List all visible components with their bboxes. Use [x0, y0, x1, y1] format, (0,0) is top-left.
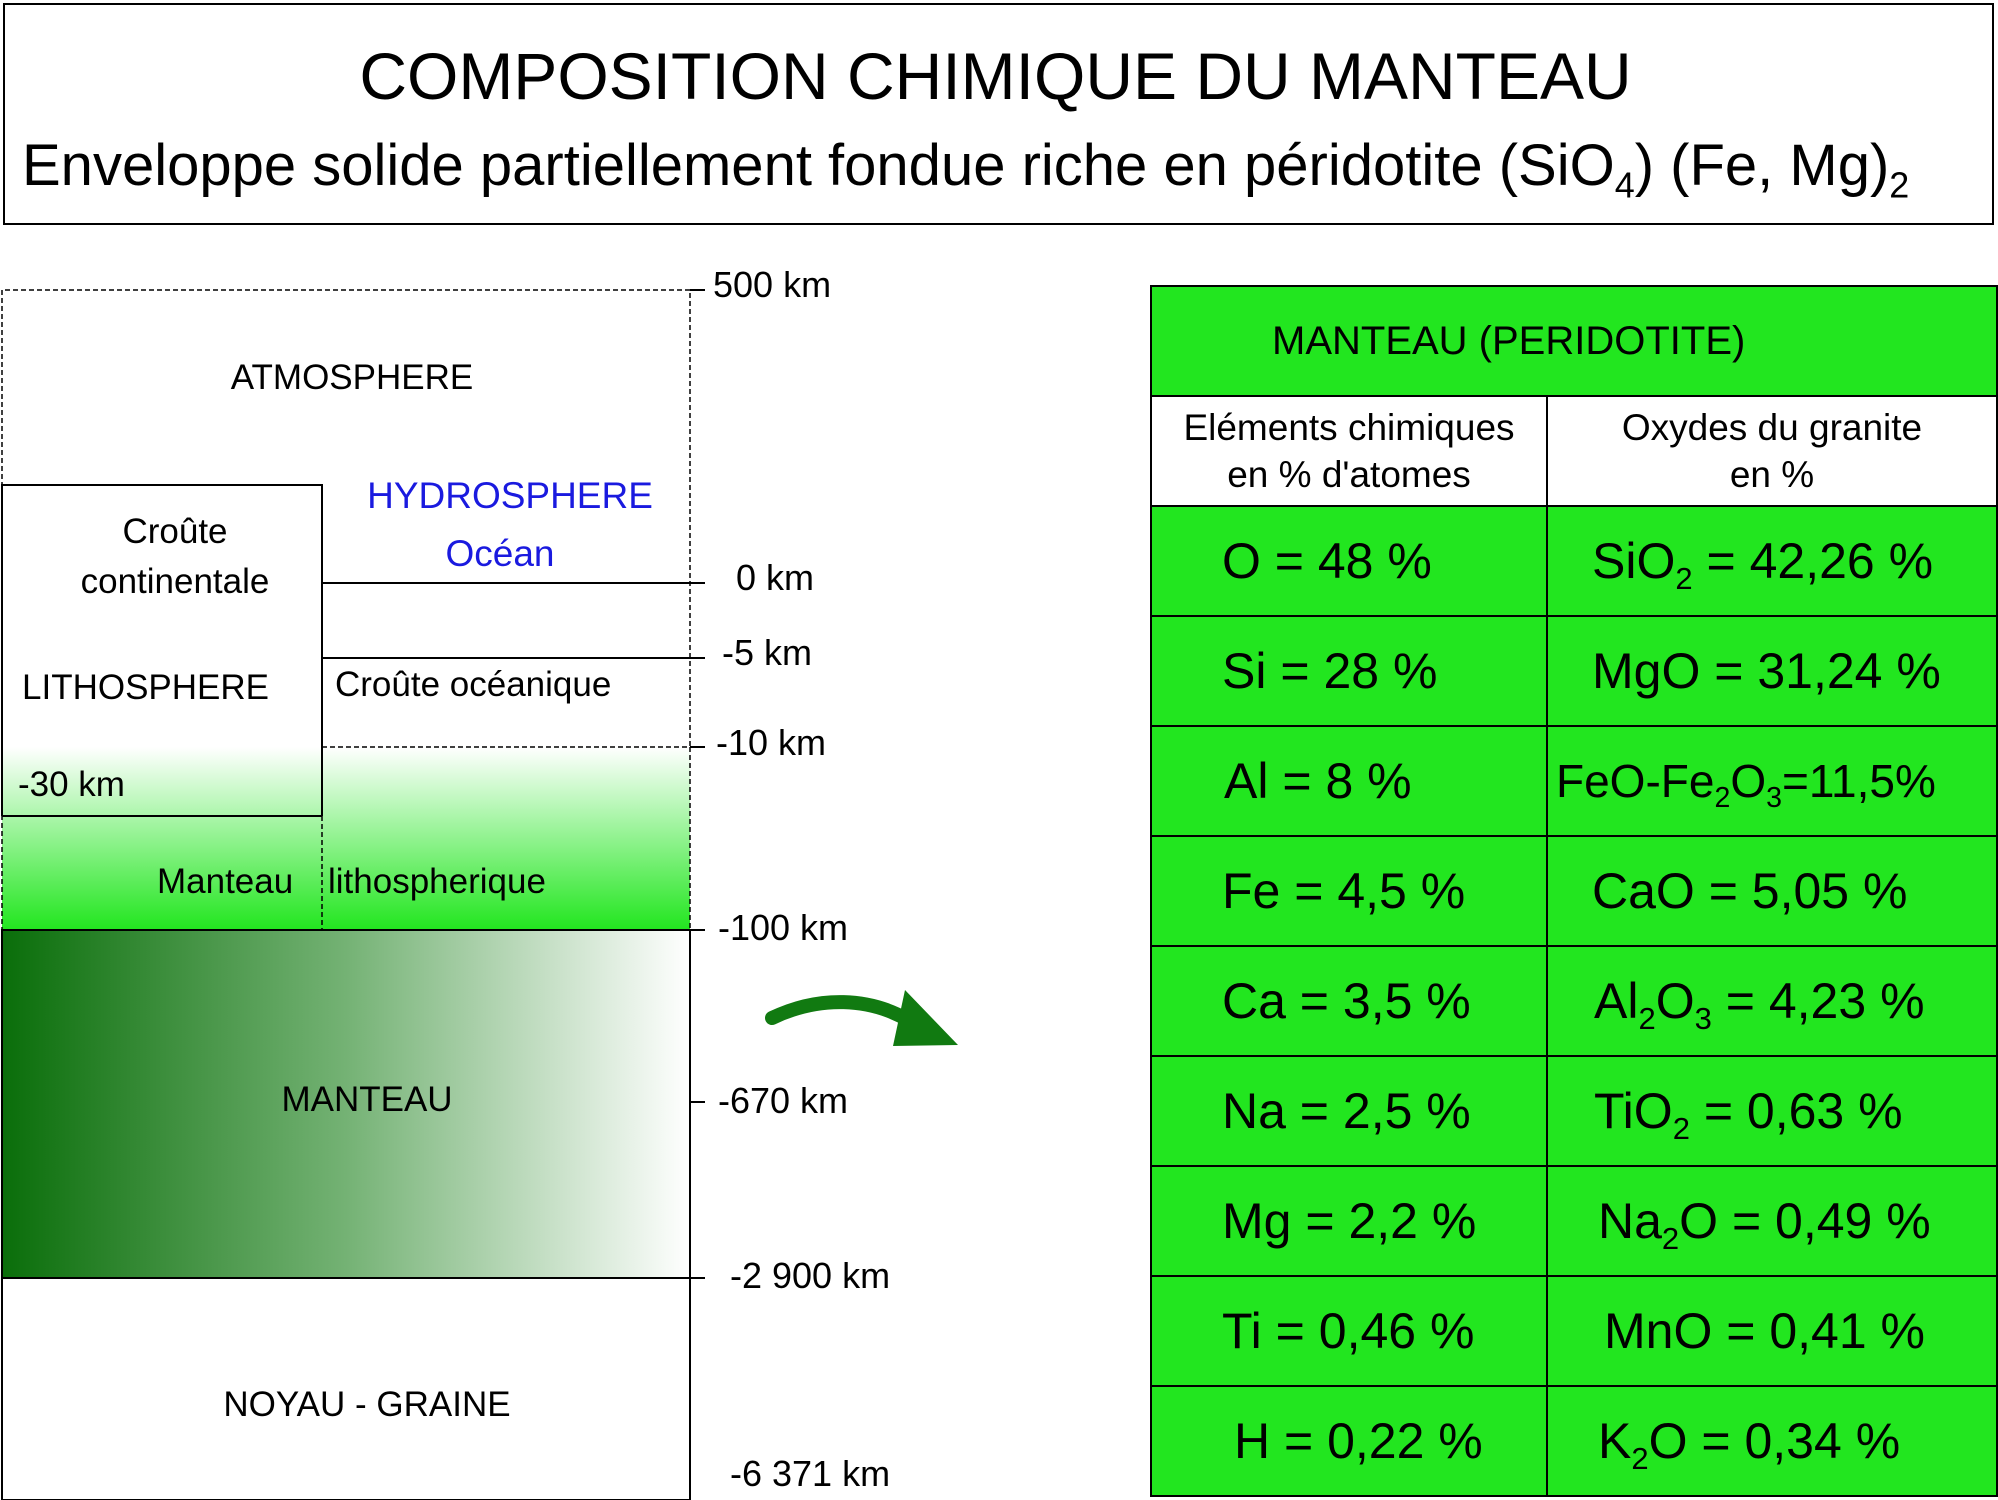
oxide-subscript: 2 [1661, 1220, 1680, 1256]
subtitle-sub-2: 2 [1889, 164, 1910, 206]
oxide-cell [1546, 835, 1998, 947]
element-cell [1150, 615, 1548, 727]
oxide-text: = 0,63 % [1689, 1083, 1903, 1139]
col2-header-line1: Oxydes du granite [1621, 406, 1923, 448]
earth-layers-diagram [0, 250, 1000, 1500]
table-title: MANTEAU (PERIDOTITE) [1150, 285, 1998, 397]
subtitle-text: Enveloppe solide partiellement fondue riche en péridotite (SiO [22, 133, 1615, 198]
oxide-text: = 4,23 % [1711, 973, 1925, 1029]
oxide-subscript: 2 [1675, 560, 1693, 596]
element-value: H = 0,22 % [1234, 1413, 1483, 1469]
element-cell [1150, 945, 1548, 1057]
element-value: Mg = 2,2 % [1222, 1193, 1477, 1249]
oxide-value [1604, 1302, 1925, 1360]
hydrosphere-label: HYDROSPHERE [367, 475, 653, 516]
col2-header [1546, 395, 1998, 507]
oxide-subscript: 3 [1694, 1000, 1712, 1036]
arrowhead-icon [893, 990, 958, 1046]
oxide-text: MnO = 0,41 % [1604, 1303, 1925, 1359]
oxide-text: Na [1598, 1193, 1662, 1249]
element-value: Na = 2,5 % [1222, 1083, 1471, 1139]
oxide-text: =11,5% [1781, 755, 1936, 807]
element-cell [1150, 1275, 1548, 1387]
element-cell [1150, 725, 1548, 837]
col1-header [1150, 395, 1548, 507]
oxide-text: K [1598, 1413, 1632, 1469]
element-value: O = 48 % [1222, 533, 1432, 589]
oxide-cell [1546, 725, 1998, 837]
oxide-text: Al [1594, 973, 1639, 1029]
depth-label: -2 900 km [730, 1255, 891, 1296]
oxide-value [1598, 1412, 1901, 1476]
col1-header-line2: en % d'atomes [1227, 454, 1471, 495]
element-value: Ca = 3,5 % [1222, 973, 1471, 1029]
oxide-text: TiO [1594, 1083, 1673, 1139]
oxide-text: O = 0,34 % [1648, 1413, 1901, 1469]
oxide-value [1598, 1192, 1931, 1256]
element-value: Si = 28 % [1222, 643, 1438, 699]
title-subtitle [22, 132, 1910, 206]
core-label: NOYAU - GRAINE [223, 1385, 511, 1424]
oxide-text: FeO-Fe [1556, 755, 1715, 807]
composition-table [1150, 285, 1998, 1500]
title-main: COMPOSITION CHIMIQUE DU MANTEAU [359, 39, 1632, 113]
lithospheric-mantle-label-1: Manteau [157, 862, 294, 901]
oxide-value [1592, 642, 1941, 700]
oxide-cell [1546, 1275, 1998, 1387]
depth-label: 500 km [713, 264, 832, 305]
lithospheric-mantle-label-2: lithospherique [328, 862, 546, 901]
mantle-label: MANTEAU [281, 1080, 453, 1119]
oxide-subscript: 2 [1672, 1110, 1690, 1146]
oxide-cell [1546, 1385, 1998, 1497]
depth-label: 0 km [736, 557, 815, 598]
oxide-subscript: 2 [1714, 781, 1731, 814]
oxide-subscript: 2 [1638, 1000, 1656, 1036]
element-cell [1150, 505, 1548, 617]
oxide-value [1556, 754, 1936, 814]
element-cell [1150, 1165, 1548, 1277]
subtitle-text-mid: ) (Fe, Mg) [1634, 133, 1890, 198]
oxide-value [1594, 972, 1925, 1036]
element-value: Al = 8 % [1224, 753, 1412, 809]
oxide-value [1592, 532, 1934, 596]
depth-label: -6 371 km [730, 1453, 891, 1494]
atmosphere-label: ATMOSPHERE [230, 358, 474, 397]
oxide-text: CaO = 5,05 % [1592, 863, 1908, 919]
element-value: Ti = 0,46 % [1222, 1303, 1475, 1359]
subtitle-sub-1: 4 [1614, 164, 1635, 206]
oxide-cell [1546, 1165, 1998, 1277]
col1-header-line1: Eléments chimiques [1183, 406, 1515, 448]
depth-label: -5 km [722, 632, 812, 673]
oxide-text: = 42,26 % [1692, 533, 1934, 589]
ocean-label: Océan [445, 533, 555, 574]
oxide-text: SiO [1592, 533, 1676, 589]
oxide-cell [1546, 615, 1998, 727]
element-cell [1150, 835, 1548, 947]
depth-30-label: -30 km [18, 765, 125, 804]
col2-header-line2: en % [1729, 454, 1815, 495]
oxide-subscript: 2 [1631, 1440, 1649, 1476]
element-value: Fe = 4,5 % [1222, 863, 1466, 919]
continental-crust-label-1: Croûte [122, 512, 228, 551]
element-cell [1150, 1385, 1548, 1497]
element-cell [1150, 1055, 1548, 1167]
oxide-text: O [1730, 755, 1767, 807]
oceanic-crust-label: Croûte océanique [335, 665, 612, 704]
oxide-cell [1546, 1055, 1998, 1167]
depth-label: -100 km [718, 907, 849, 948]
lithosphere-label: LITHOSPHERE [22, 668, 269, 707]
oxide-text: MgO = 31,24 % [1592, 643, 1941, 699]
oxide-text: O = 0,49 % [1679, 1193, 1931, 1249]
depth-label: -10 km [716, 722, 827, 763]
oxide-subscript: 3 [1766, 781, 1782, 814]
continental-crust-label-2: continentale [80, 562, 270, 601]
oxide-value [1594, 1082, 1903, 1146]
oxide-value [1592, 862, 1907, 920]
oxide-cell [1546, 505, 1998, 617]
depth-label: -670 km [718, 1080, 849, 1121]
oxide-text: O [1655, 973, 1695, 1029]
oxide-cell [1546, 945, 1998, 1057]
arrow-icon [772, 1002, 908, 1020]
